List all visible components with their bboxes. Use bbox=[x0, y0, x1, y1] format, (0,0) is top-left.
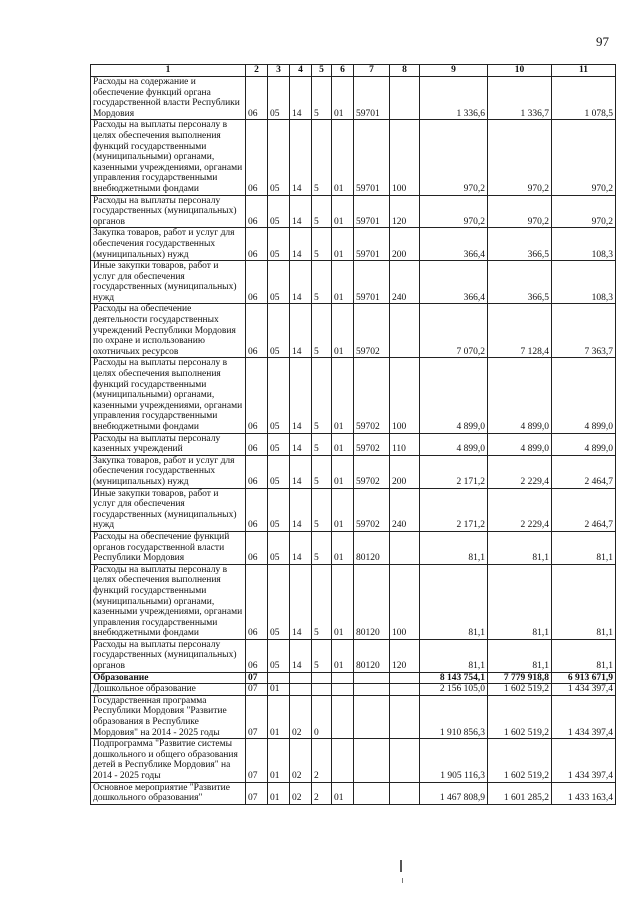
code-cell: 200 bbox=[390, 455, 420, 488]
code-cell: 14 bbox=[290, 228, 312, 261]
code-cell: 14 bbox=[290, 304, 312, 358]
code-cell: 240 bbox=[390, 488, 420, 531]
code-cell: 01 bbox=[268, 782, 290, 804]
column-header: 10 bbox=[488, 65, 552, 77]
amount-cell: 2 156 105,0 bbox=[420, 684, 488, 696]
row-label: Иные закупки товаров, работ и услуг для обеспечения государственных (муниципальных) нужд bbox=[91, 261, 246, 304]
code-cell: 5 bbox=[312, 228, 332, 261]
code-cell: 100 bbox=[390, 358, 420, 433]
page-number: 97 bbox=[596, 34, 609, 49]
code-cell: 05 bbox=[268, 358, 290, 433]
table-row bbox=[91, 639, 616, 672]
code-cell: 01 bbox=[268, 739, 290, 782]
amount-cell: 366,5 bbox=[488, 261, 552, 304]
code-cell: 01 bbox=[332, 639, 354, 672]
amount-cell: 970,2 bbox=[552, 120, 616, 195]
code-cell bbox=[390, 782, 420, 804]
row-label: Основное мероприятие "Развитие дошкольного образования" bbox=[91, 782, 246, 804]
table-row bbox=[91, 120, 616, 195]
amount-cell: 366,4 bbox=[420, 261, 488, 304]
code-cell: 01 bbox=[332, 433, 354, 455]
code-cell: 06 bbox=[246, 488, 268, 531]
amount-cell: 1 434 397,4 bbox=[552, 739, 616, 782]
code-cell bbox=[332, 695, 354, 738]
amount-cell: 4 899,0 bbox=[488, 358, 552, 433]
code-cell: 5 bbox=[312, 77, 332, 120]
code-cell: 14 bbox=[290, 261, 312, 304]
amount-cell: 1 078,5 bbox=[552, 77, 616, 120]
code-cell bbox=[390, 695, 420, 738]
code-cell: 01 bbox=[332, 228, 354, 261]
budget-table bbox=[90, 64, 616, 805]
code-cell: 120 bbox=[390, 639, 420, 672]
amount-cell: 1 910 856,3 bbox=[420, 695, 488, 738]
code-cell: 14 bbox=[290, 358, 312, 433]
table-row bbox=[91, 531, 616, 564]
amount-cell: 970,2 bbox=[420, 120, 488, 195]
table-row bbox=[91, 782, 616, 804]
code-cell: 07 bbox=[246, 672, 268, 684]
row-label: Государственная программа Республики Мордовия "Развитие образования в Республике Мордовия" на 2014 - 2025 годы bbox=[91, 695, 246, 738]
code-cell: 01 bbox=[268, 695, 290, 738]
row-label: Закупка товаров, работ и услуг для обеспечения государственных (муниципальных) нужд bbox=[91, 455, 246, 488]
code-cell bbox=[390, 672, 420, 684]
table-row bbox=[91, 672, 616, 684]
table-row bbox=[91, 358, 616, 433]
code-cell bbox=[312, 672, 332, 684]
code-cell: 01 bbox=[332, 564, 354, 639]
amount-cell: 1 467 808,9 bbox=[420, 782, 488, 804]
row-label: Закупка товаров, работ и услуг для обеспечения государственных (муниципальных) нужд bbox=[91, 228, 246, 261]
amount-cell: 7 128,4 bbox=[488, 304, 552, 358]
code-cell: 14 bbox=[290, 564, 312, 639]
row-label: Расходы на выплаты персоналу в целях обеспечения выполнения функций государственными (муниципальными) органами, казенными учреждениями, органами управления государственными внебюджетными фондами bbox=[91, 120, 246, 195]
row-label: Расходы на выплаты персоналу казенных учреждений bbox=[91, 433, 246, 455]
amount-cell: 81,1 bbox=[552, 564, 616, 639]
code-cell: 14 bbox=[290, 488, 312, 531]
code-cell: 05 bbox=[268, 639, 290, 672]
code-cell: 05 bbox=[268, 120, 290, 195]
amount-cell: 1 602 519,2 bbox=[488, 684, 552, 696]
code-cell: 5 bbox=[312, 639, 332, 672]
table-row bbox=[91, 684, 616, 696]
code-cell bbox=[354, 684, 390, 696]
amount-cell: 1 434 397,4 bbox=[552, 695, 616, 738]
code-cell: 14 bbox=[290, 120, 312, 195]
row-label: Расходы на обеспечение функций органов государственной власти Республики Мордовия bbox=[91, 531, 246, 564]
code-cell: 14 bbox=[290, 77, 312, 120]
column-header: 8 bbox=[390, 65, 420, 77]
table-row bbox=[91, 228, 616, 261]
code-cell: 07 bbox=[246, 695, 268, 738]
amount-cell: 81,1 bbox=[488, 531, 552, 564]
code-cell bbox=[390, 739, 420, 782]
code-cell: 5 bbox=[312, 358, 332, 433]
code-cell bbox=[332, 684, 354, 696]
code-cell: 0 bbox=[312, 695, 332, 738]
code-cell bbox=[390, 77, 420, 120]
code-cell: 06 bbox=[246, 433, 268, 455]
code-cell: 01 bbox=[332, 455, 354, 488]
column-header: 3 bbox=[268, 65, 290, 77]
table-row bbox=[91, 695, 616, 738]
code-cell: 05 bbox=[268, 531, 290, 564]
code-cell: 59702 bbox=[354, 488, 390, 531]
amount-cell: 81,1 bbox=[420, 531, 488, 564]
code-cell: 05 bbox=[268, 195, 290, 228]
column-header: 9 bbox=[420, 65, 488, 77]
table-header-row bbox=[91, 65, 616, 77]
code-cell: 01 bbox=[332, 77, 354, 120]
code-cell: 80120 bbox=[354, 639, 390, 672]
code-cell bbox=[312, 684, 332, 696]
code-cell: 14 bbox=[290, 433, 312, 455]
code-cell: 80120 bbox=[354, 564, 390, 639]
amount-cell: 2 229,4 bbox=[488, 455, 552, 488]
column-header: 6 bbox=[332, 65, 354, 77]
row-label: Расходы на выплаты персоналу государственных (муниципальных) органов bbox=[91, 639, 246, 672]
code-cell: 06 bbox=[246, 531, 268, 564]
code-cell bbox=[354, 695, 390, 738]
amount-cell: 1 905 116,3 bbox=[420, 739, 488, 782]
code-cell: 06 bbox=[246, 639, 268, 672]
row-label: Расходы на содержание и обеспечение функций органа государственной власти Республики Мордовия bbox=[91, 77, 246, 120]
amount-cell: 970,2 bbox=[552, 195, 616, 228]
code-cell bbox=[390, 531, 420, 564]
amount-cell: 2 464,7 bbox=[552, 455, 616, 488]
code-cell: 5 bbox=[312, 120, 332, 195]
code-cell: 05 bbox=[268, 77, 290, 120]
amount-cell: 108,3 bbox=[552, 228, 616, 261]
table-row bbox=[91, 739, 616, 782]
code-cell: 05 bbox=[268, 304, 290, 358]
amount-cell: 8 143 754,1 bbox=[420, 672, 488, 684]
code-cell: 14 bbox=[290, 531, 312, 564]
scan-mark bbox=[402, 878, 403, 883]
amount-cell: 4 899,0 bbox=[552, 433, 616, 455]
amount-cell: 1 602 519,2 bbox=[488, 739, 552, 782]
code-cell: 59701 bbox=[354, 120, 390, 195]
code-cell: 05 bbox=[268, 488, 290, 531]
row-label: Образование bbox=[91, 672, 246, 684]
code-cell: 14 bbox=[290, 195, 312, 228]
code-cell bbox=[354, 672, 390, 684]
amount-cell: 4 899,0 bbox=[420, 358, 488, 433]
code-cell bbox=[390, 304, 420, 358]
code-cell: 59701 bbox=[354, 195, 390, 228]
amount-cell: 81,1 bbox=[420, 564, 488, 639]
code-cell: 05 bbox=[268, 564, 290, 639]
amount-cell: 2 229,4 bbox=[488, 488, 552, 531]
code-cell: 120 bbox=[390, 195, 420, 228]
code-cell: 06 bbox=[246, 228, 268, 261]
row-label: Иные закупки товаров, работ и услуг для обеспечения государственных (муниципальных) нужд bbox=[91, 488, 246, 531]
amount-cell: 81,1 bbox=[420, 639, 488, 672]
amount-cell: 7 779 918,8 bbox=[488, 672, 552, 684]
amount-cell: 4 899,0 bbox=[552, 358, 616, 433]
table-row bbox=[91, 261, 616, 304]
code-cell: 110 bbox=[390, 433, 420, 455]
code-cell: 05 bbox=[268, 261, 290, 304]
code-cell: 05 bbox=[268, 455, 290, 488]
code-cell: 59701 bbox=[354, 77, 390, 120]
code-cell: 59702 bbox=[354, 433, 390, 455]
code-cell: 59701 bbox=[354, 228, 390, 261]
table-body bbox=[91, 77, 616, 805]
code-cell bbox=[332, 739, 354, 782]
code-cell: 02 bbox=[290, 695, 312, 738]
amount-cell: 1 434 397,4 bbox=[552, 684, 616, 696]
amount-cell: 970,2 bbox=[488, 195, 552, 228]
code-cell: 05 bbox=[268, 433, 290, 455]
row-label: Расходы на обеспечение деятельности государственных учреждений Республики Мордовия по охране и использованию охотничьих ресурсов bbox=[91, 304, 246, 358]
code-cell bbox=[290, 672, 312, 684]
code-cell: 07 bbox=[246, 739, 268, 782]
column-header: 1 bbox=[91, 65, 246, 77]
column-header: 11 bbox=[552, 65, 616, 77]
code-cell: 01 bbox=[332, 261, 354, 304]
column-header: 7 bbox=[354, 65, 390, 77]
code-cell bbox=[290, 684, 312, 696]
code-cell: 5 bbox=[312, 564, 332, 639]
code-cell bbox=[332, 672, 354, 684]
column-header: 4 bbox=[290, 65, 312, 77]
amount-cell: 1 601 285,2 bbox=[488, 782, 552, 804]
amount-cell: 970,2 bbox=[488, 120, 552, 195]
code-cell: 01 bbox=[332, 531, 354, 564]
code-cell bbox=[390, 684, 420, 696]
table-row bbox=[91, 455, 616, 488]
amount-cell: 1 336,6 bbox=[420, 77, 488, 120]
amount-cell: 1 433 163,4 bbox=[552, 782, 616, 804]
code-cell: 06 bbox=[246, 358, 268, 433]
code-cell: 14 bbox=[290, 639, 312, 672]
code-cell: 5 bbox=[312, 455, 332, 488]
code-cell: 06 bbox=[246, 120, 268, 195]
amount-cell: 2 171,2 bbox=[420, 488, 488, 531]
code-cell: 06 bbox=[246, 195, 268, 228]
code-cell: 06 bbox=[246, 564, 268, 639]
code-cell: 01 bbox=[268, 684, 290, 696]
column-header: 2 bbox=[246, 65, 268, 77]
scan-mark bbox=[400, 860, 402, 872]
amount-cell: 2 171,2 bbox=[420, 455, 488, 488]
code-cell: 80120 bbox=[354, 531, 390, 564]
code-cell bbox=[354, 782, 390, 804]
amount-cell: 6 913 671,9 bbox=[552, 672, 616, 684]
row-label: Расходы на выплаты персоналу государственных (муниципальных) органов bbox=[91, 195, 246, 228]
code-cell: 01 bbox=[332, 120, 354, 195]
amount-cell: 1 602 519,2 bbox=[488, 695, 552, 738]
code-cell: 5 bbox=[312, 304, 332, 358]
amount-cell: 81,1 bbox=[488, 639, 552, 672]
amount-cell: 366,4 bbox=[420, 228, 488, 261]
code-cell: 05 bbox=[268, 228, 290, 261]
code-cell: 5 bbox=[312, 531, 332, 564]
code-cell: 59701 bbox=[354, 261, 390, 304]
amount-cell: 4 899,0 bbox=[488, 433, 552, 455]
code-cell: 06 bbox=[246, 77, 268, 120]
code-cell: 100 bbox=[390, 564, 420, 639]
amount-cell: 81,1 bbox=[488, 564, 552, 639]
code-cell: 14 bbox=[290, 455, 312, 488]
code-cell: 2 bbox=[312, 739, 332, 782]
amount-cell: 7 363,7 bbox=[552, 304, 616, 358]
row-label: Дошкольное образование bbox=[91, 684, 246, 696]
table-row bbox=[91, 77, 616, 120]
code-cell: 2 bbox=[312, 782, 332, 804]
row-label: Расходы на выплаты персоналу в целях обеспечения выполнения функций государственными (муниципальными) органами, казенными учреждениями, органами управления государственными внебюджетными фондами bbox=[91, 358, 246, 433]
code-cell: 01 bbox=[332, 195, 354, 228]
amount-cell: 108,3 bbox=[552, 261, 616, 304]
table-row bbox=[91, 564, 616, 639]
code-cell bbox=[354, 739, 390, 782]
code-cell: 200 bbox=[390, 228, 420, 261]
table-row bbox=[91, 304, 616, 358]
code-cell: 02 bbox=[290, 739, 312, 782]
code-cell: 59702 bbox=[354, 455, 390, 488]
column-header: 5 bbox=[312, 65, 332, 77]
code-cell: 06 bbox=[246, 304, 268, 358]
code-cell: 06 bbox=[246, 455, 268, 488]
code-cell: 02 bbox=[290, 782, 312, 804]
table-row bbox=[91, 433, 616, 455]
code-cell: 100 bbox=[390, 120, 420, 195]
code-cell: 06 bbox=[246, 261, 268, 304]
code-cell: 240 bbox=[390, 261, 420, 304]
code-cell bbox=[268, 672, 290, 684]
code-cell: 01 bbox=[332, 782, 354, 804]
amount-cell: 7 070,2 bbox=[420, 304, 488, 358]
amount-cell: 81,1 bbox=[552, 639, 616, 672]
amount-cell: 366,5 bbox=[488, 228, 552, 261]
amount-cell: 1 336,7 bbox=[488, 77, 552, 120]
code-cell: 01 bbox=[332, 358, 354, 433]
amount-cell: 970,2 bbox=[420, 195, 488, 228]
code-cell: 5 bbox=[312, 433, 332, 455]
row-label: Расходы на выплаты персоналу в целях обеспечения выполнения функций государственными (муниципальными) органами, казенными учреждениями, органами управления государственными внебюджетными фондами bbox=[91, 564, 246, 639]
code-cell: 5 bbox=[312, 488, 332, 531]
row-label: Подпрограмма "Развитие системы дошкольного и общего образования детей в Республике Мордовия" на 2014 - 2025 годы bbox=[91, 739, 246, 782]
table-row bbox=[91, 488, 616, 531]
table-row bbox=[91, 195, 616, 228]
code-cell: 5 bbox=[312, 195, 332, 228]
code-cell: 01 bbox=[332, 488, 354, 531]
amount-cell: 2 464,7 bbox=[552, 488, 616, 531]
code-cell: 07 bbox=[246, 684, 268, 696]
code-cell: 01 bbox=[332, 304, 354, 358]
amount-cell: 81,1 bbox=[552, 531, 616, 564]
code-cell: 07 bbox=[246, 782, 268, 804]
code-cell: 59702 bbox=[354, 304, 390, 358]
code-cell: 59702 bbox=[354, 358, 390, 433]
code-cell: 5 bbox=[312, 261, 332, 304]
amount-cell: 4 899,0 bbox=[420, 433, 488, 455]
